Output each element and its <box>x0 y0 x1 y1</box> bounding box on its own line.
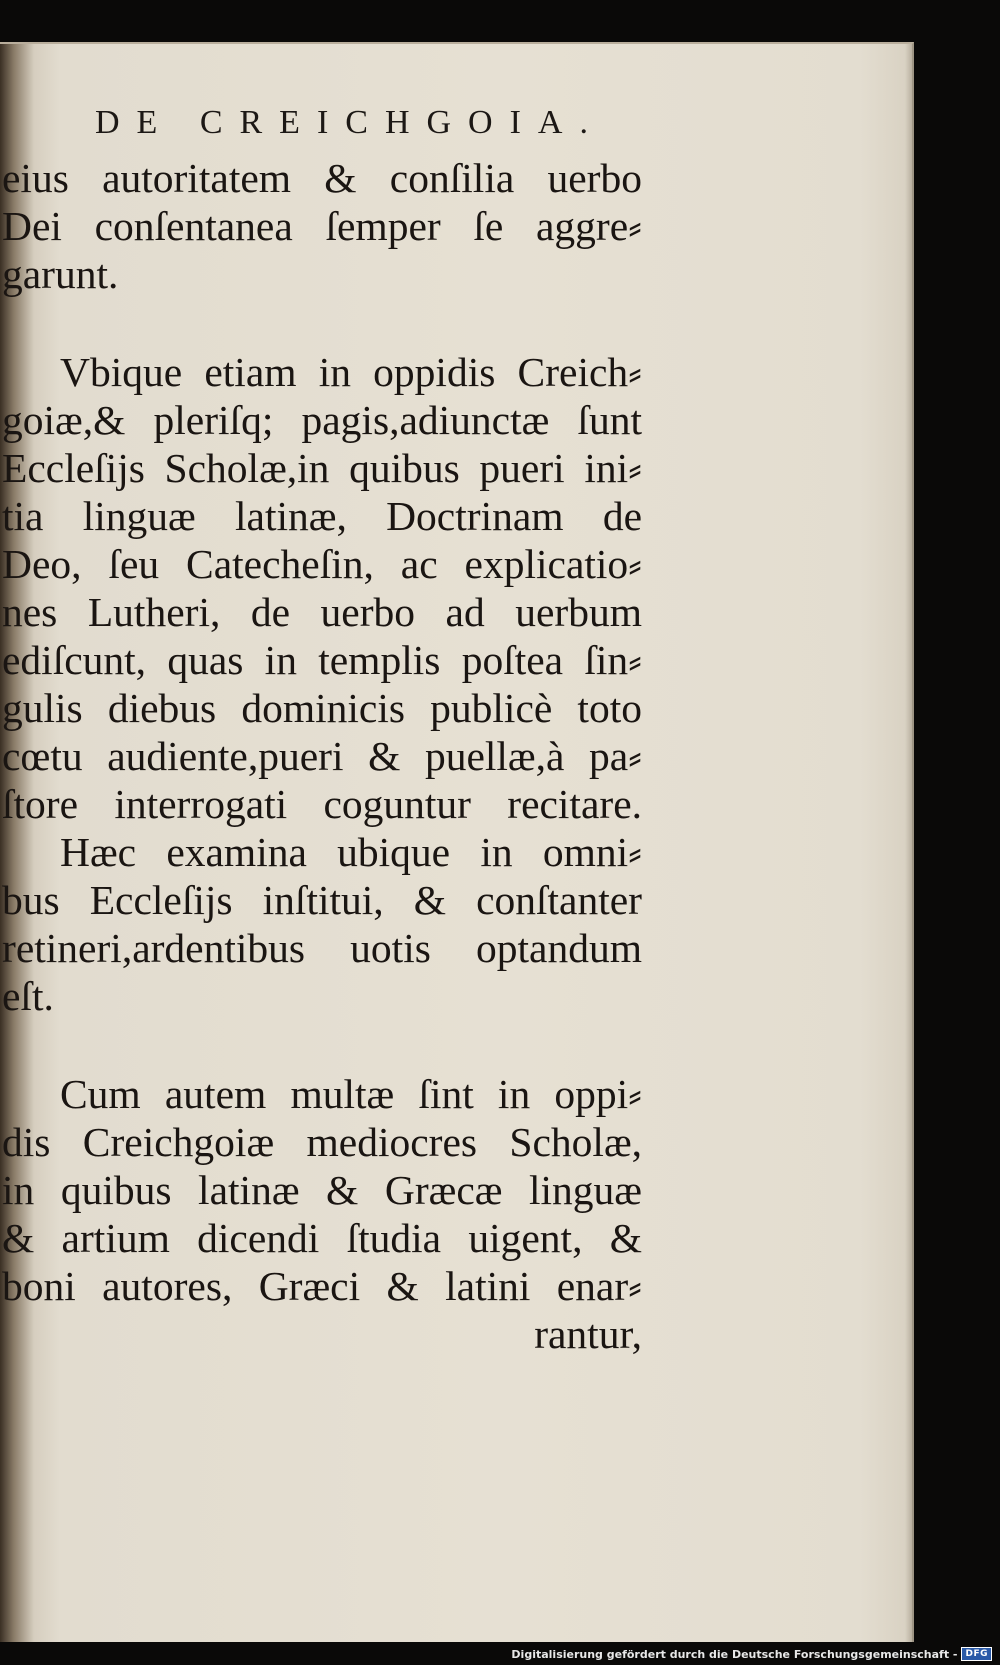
text-line: retineri,ardentibus uotis optandum <box>2 925 642 971</box>
text-line: Cum autem multæ ſint in oppi⸗ <box>60 1071 642 1117</box>
text-line: Deo, ſeu Catecheſin, ac explicatio⸗ <box>2 541 642 587</box>
text-line: ſtore interrogati coguntur recitare. <box>2 781 642 827</box>
text-line: eſt. <box>2 973 54 1019</box>
text-line: & artium dicendi ſtudia uigent, & <box>2 1215 642 1261</box>
text-line: dis Creichgoiæ mediocres Scholæ, <box>2 1119 642 1165</box>
text-line: tia linguæ latinæ, Doctrinam de <box>2 493 642 539</box>
text-line: Hæc examina ubique in omni⸗ <box>60 829 642 875</box>
text-line: boni autores, Græci & latini enar⸗ <box>2 1263 642 1309</box>
text-line: bus Eccleſijs inſtitui, & conſtanter <box>2 877 642 923</box>
page-content <box>0 44 912 1642</box>
text-line: Dei conſentanea ſemper ſe aggre⸗ <box>2 203 642 249</box>
text-line: nes Lutheri, de uerbo ad uerbum <box>2 589 642 635</box>
digitization-credit <box>511 1647 992 1661</box>
text-line: gulis diebus dominicis publicè toto <box>2 685 642 731</box>
text-line: goiæ,& pleriſq; pagis,adiunctæ ſunt <box>2 397 642 443</box>
credit-text: Digitalisierung gefördert durch die Deutsche Forschungsgemeinschaft - <box>511 1647 958 1661</box>
body-text <box>2 154 642 1358</box>
text-line: cœtu audiente,pueri & puellæ,à pa⸗ <box>2 733 642 779</box>
text-line: in quibus latinæ & Græcæ linguæ <box>2 1167 642 1213</box>
catchword: rantur, <box>534 1311 642 1357</box>
text-line: Eccleſijs Scholæ,in quibus pueri ini⸗ <box>2 445 642 491</box>
paragraph-gap <box>2 298 642 348</box>
book-page <box>0 42 914 1642</box>
text-line: eius autoritatem & conſilia uerbo <box>2 155 642 201</box>
paragraph-gap <box>2 1020 642 1070</box>
text-line: garunt. <box>2 251 119 297</box>
dfg-logo: DFG <box>961 1647 992 1661</box>
text-line: Vbique etiam in oppidis Creich⸗ <box>60 349 642 395</box>
running-head: DE CREICHGOIA. <box>95 104 605 141</box>
text-line: ediſcunt, quas in templis poſtea ſin⸗ <box>2 637 642 683</box>
